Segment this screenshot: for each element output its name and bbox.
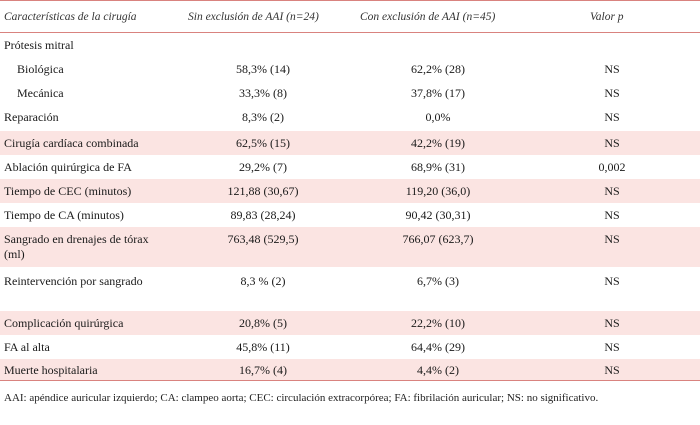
table-row xyxy=(0,81,700,105)
row-label: FA al alta xyxy=(4,340,50,354)
row-label: Mecánica xyxy=(17,86,64,100)
cell-with-exclusion: 766,07 (623,7) xyxy=(402,232,474,246)
cell-without-exclusion: 29,2% (7) xyxy=(239,160,287,174)
cell-p-value: NS xyxy=(604,316,620,330)
cell-p-value: NS xyxy=(604,232,620,246)
table-row xyxy=(0,57,700,81)
table-row xyxy=(0,335,700,359)
cell-with-exclusion: 68,9% (31) xyxy=(411,160,465,174)
table-row xyxy=(0,131,700,155)
row-label: Tiempo de CA (minutos) xyxy=(4,208,124,222)
cell-p-value: 0,002 xyxy=(598,160,626,174)
header-p-value: Valor p xyxy=(590,11,624,23)
cell-without-exclusion: 8,3 % (2) xyxy=(240,274,286,288)
cell-without-exclusion: 58,3% (14) xyxy=(236,62,290,76)
table-row xyxy=(0,269,700,309)
cell-with-exclusion: 6,7% (3) xyxy=(417,274,459,288)
cell-without-exclusion: 33,3% (8) xyxy=(239,86,287,100)
cell-p-value: NS xyxy=(604,208,620,222)
cell-p-value: NS xyxy=(604,184,620,198)
cell-with-exclusion: 37,8% (17) xyxy=(411,86,465,100)
row-label: Cirugía cardíaca combinada xyxy=(4,136,139,150)
table-row xyxy=(0,155,700,179)
row-label: Sangrado en drenajes de tórax (ml) xyxy=(4,232,149,261)
table-row xyxy=(0,311,700,335)
cell-with-exclusion: 4,4% (2) xyxy=(417,363,459,377)
cell-without-exclusion: 16,7% (4) xyxy=(239,363,287,377)
cell-p-value: NS xyxy=(604,136,620,150)
table-row xyxy=(0,359,700,380)
row-label: Reintervención por sangrado xyxy=(4,274,143,288)
cell-with-exclusion: 62,2% (28) xyxy=(411,62,465,76)
table-row xyxy=(0,105,700,129)
table-row xyxy=(0,227,700,267)
table-bottom-rule xyxy=(0,380,700,381)
table-footnote: AAI: apéndice auricular izquierdo; CA: clampeo aorta; CEC: circulación extracorpórea; FA: fibrilación auricular; NS: no significativo. xyxy=(4,392,599,404)
cell-with-exclusion: 0,0% xyxy=(425,110,451,124)
cell-p-value: NS xyxy=(604,340,620,354)
cell-with-exclusion: 64,4% (29) xyxy=(411,340,465,354)
cell-without-exclusion: 8,3% (2) xyxy=(242,110,284,124)
table-row xyxy=(0,203,700,227)
cell-with-exclusion: 119,20 (36,0) xyxy=(405,184,471,198)
header-without-exclusion: Sin exclusión de AAI (n=24) xyxy=(188,11,319,23)
cell-without-exclusion: 45,8% (11) xyxy=(236,340,290,354)
cell-without-exclusion: 20,8% (5) xyxy=(239,316,287,330)
row-label: Biológica xyxy=(17,62,64,76)
cell-without-exclusion: 62,5% (15) xyxy=(236,136,290,150)
cell-without-exclusion: 121,88 (30,67) xyxy=(227,184,299,198)
header-characteristics: Características de la cirugía xyxy=(4,11,137,23)
cell-p-value: NS xyxy=(604,274,620,288)
cell-with-exclusion: 22,2% (10) xyxy=(411,316,465,330)
row-label: Tiempo de CEC (minutos) xyxy=(4,184,132,198)
cell-p-value: NS xyxy=(604,110,620,124)
row-label: Muerte hospitalaria xyxy=(4,363,98,377)
cell-p-value: NS xyxy=(604,363,620,377)
cell-without-exclusion: 763,48 (529,5) xyxy=(227,232,299,246)
cell-with-exclusion: 90,42 (30,31) xyxy=(405,208,471,222)
cell-without-exclusion: 89,83 (28,24) xyxy=(230,208,296,222)
row-label: Complicación quirúrgica xyxy=(4,316,124,330)
header-with-exclusion: Con exclusión de AAI (n=45) xyxy=(360,11,496,23)
table-row xyxy=(0,179,700,203)
table-header xyxy=(0,0,700,33)
row-label: Reparación xyxy=(4,110,59,124)
row-label: Ablación quirúrgica de FA xyxy=(4,160,132,174)
table-row xyxy=(0,33,700,57)
row-label: Prótesis mitral xyxy=(4,38,74,52)
cell-p-value: NS xyxy=(604,62,620,76)
cell-with-exclusion: 42,2% (19) xyxy=(411,136,465,150)
cell-p-value: NS xyxy=(604,86,620,100)
